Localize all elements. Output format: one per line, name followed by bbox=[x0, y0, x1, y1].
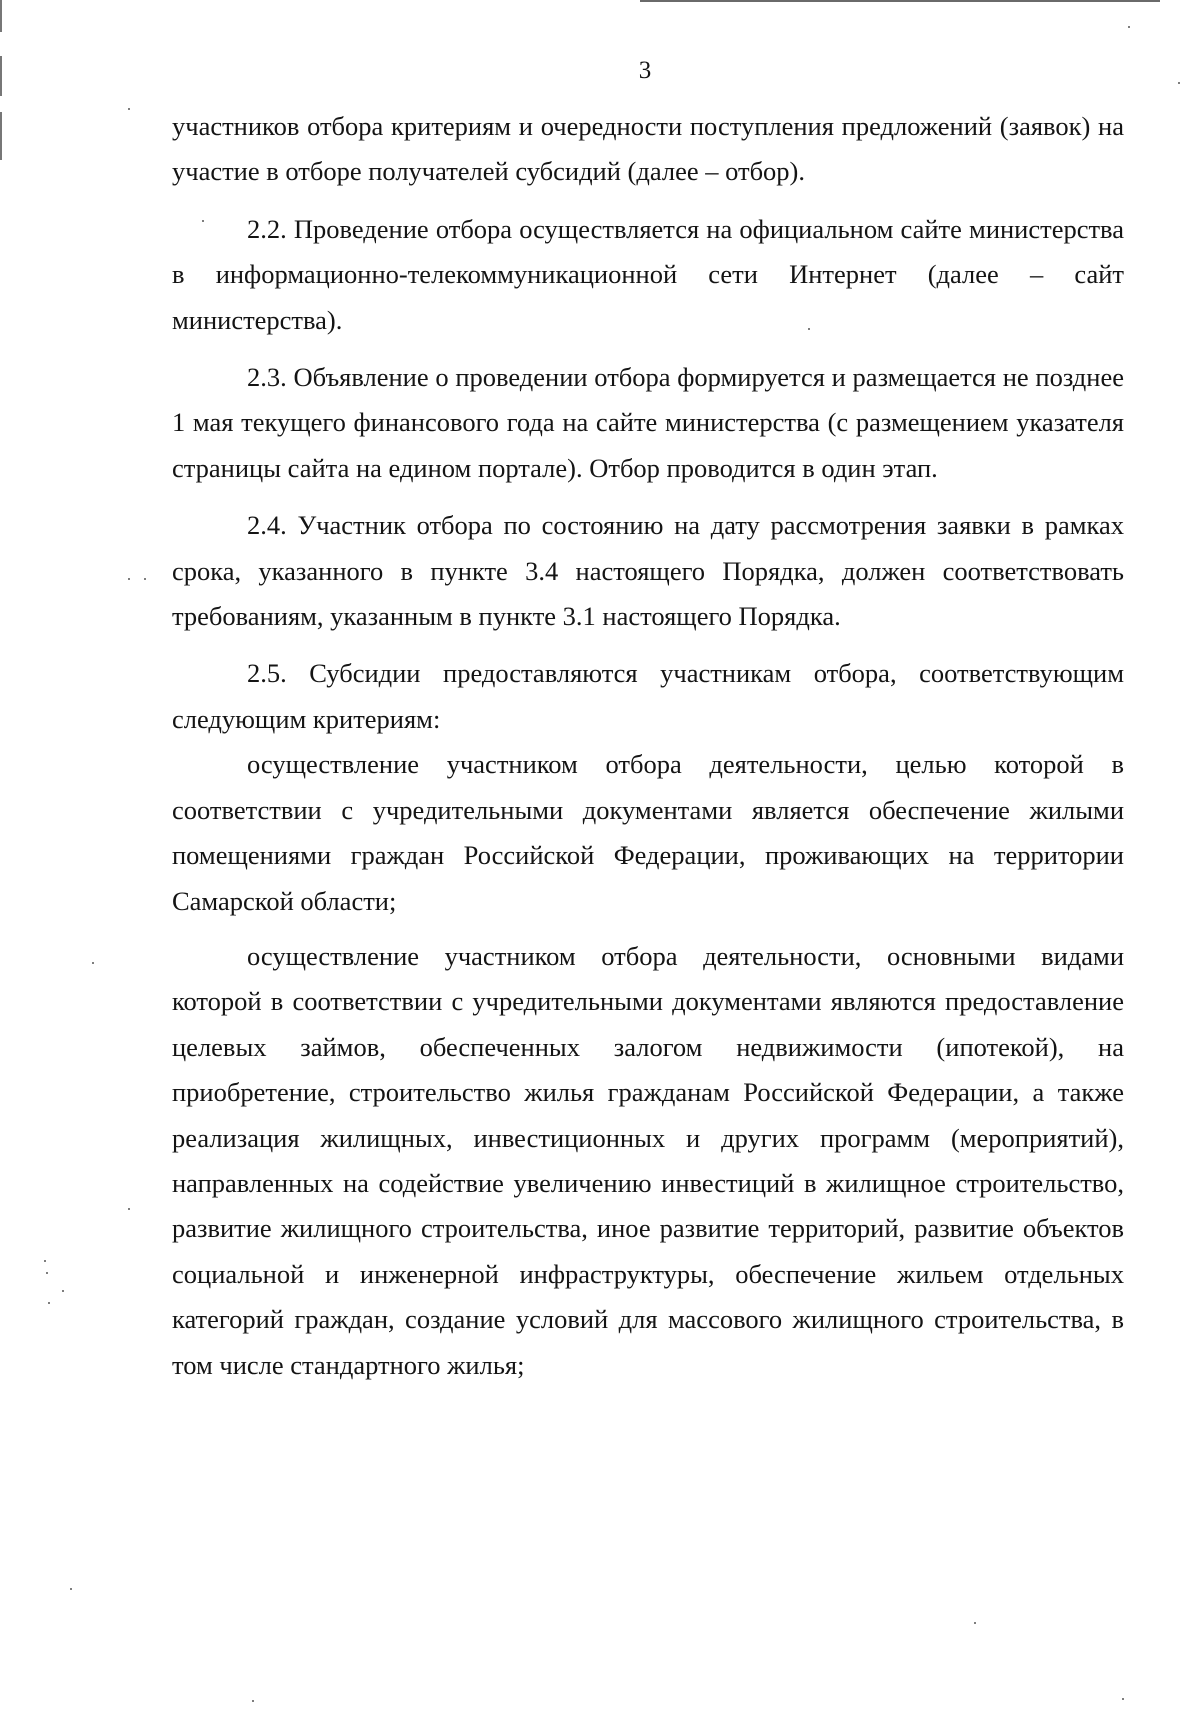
scan-top-border bbox=[640, 0, 1160, 2]
scan-speck bbox=[70, 1588, 72, 1590]
scan-speck bbox=[62, 1290, 64, 1292]
paragraph-2-2: 2.2. Проведение отбора осуществляется на официальном сайте министерства в информационно-телекоммуникационной сети Интернет (далее – сайт министерства). bbox=[172, 213, 1124, 335]
scan-speck bbox=[128, 1208, 130, 1210]
scan-speck bbox=[202, 220, 204, 222]
scan-speck bbox=[252, 1700, 254, 1702]
paragraph-2-4: 2.4. Участник отбора по состоянию на дату рассмотрения заявки в рамках срока, указанного в пункте 3.4 настоящего Порядка, должен соответствовать требованиям, указанным в пункте 3.1 настоящего Порядка. bbox=[172, 510, 1124, 632]
scan-speck bbox=[128, 108, 130, 110]
scan-speck bbox=[1178, 82, 1180, 84]
scan-speck bbox=[1122, 1698, 1124, 1700]
scan-speck bbox=[48, 1302, 50, 1304]
scan-speck bbox=[44, 1260, 46, 1262]
document-body bbox=[172, 104, 1124, 1388]
paragraph-continuation: участников отбора критериям и очередности поступления предложений (заявок) на участие в отборе получателей субсидий (далее – отбор). bbox=[172, 111, 1124, 187]
criterion-item: осуществление участником отбора деятельности, целью которой в соответствии с учредительными документами является обеспечение жилыми помещениями граждан Российской Федерации, проживающих на территории Самарской области; bbox=[172, 749, 1124, 916]
paragraph-2-3: 2.3. Объявление о проведении отбора формируется и размещается не позднее 1 мая текущего финансового года на сайте министерства (с размещением указателя страницы сайта на едином портале). Отбор проводится в один этап. bbox=[172, 362, 1124, 483]
scan-speck bbox=[46, 1272, 48, 1274]
scan-speck bbox=[1128, 26, 1130, 28]
scan-speck bbox=[92, 962, 94, 964]
scan-speck bbox=[128, 578, 130, 580]
scan-speck bbox=[144, 578, 146, 580]
page-number: 3 bbox=[638, 57, 652, 84]
scan-speck bbox=[808, 328, 810, 330]
paragraph-2-5: 2.5. Субсидии предоставляются участникам отбора, соответствующим следующим критериям: bbox=[172, 658, 1124, 734]
scan-speck bbox=[974, 1622, 976, 1624]
criterion-item: осуществление участником отбора деятельности, основными видами которой в соответствии с учредительными документами являются предоставление целевых займов, обеспеченных залогом недвижимости (ипотекой), на приобретение, строительство жилья гражданам Российской Федерации, а также реализация жилищных, инвестиционных и других программ (мероприятий), направленных на содействие увеличению инвестиций в жилищное строительство, развитие жилищного строительства, иное развитие территорий, развитие объектов социальной и инженерной инфраструктуры, обеспечение жильем отдельных категорий граждан, создание условий для массового жилищного строительства, в том числе стандартного жилья; bbox=[172, 940, 1124, 1380]
